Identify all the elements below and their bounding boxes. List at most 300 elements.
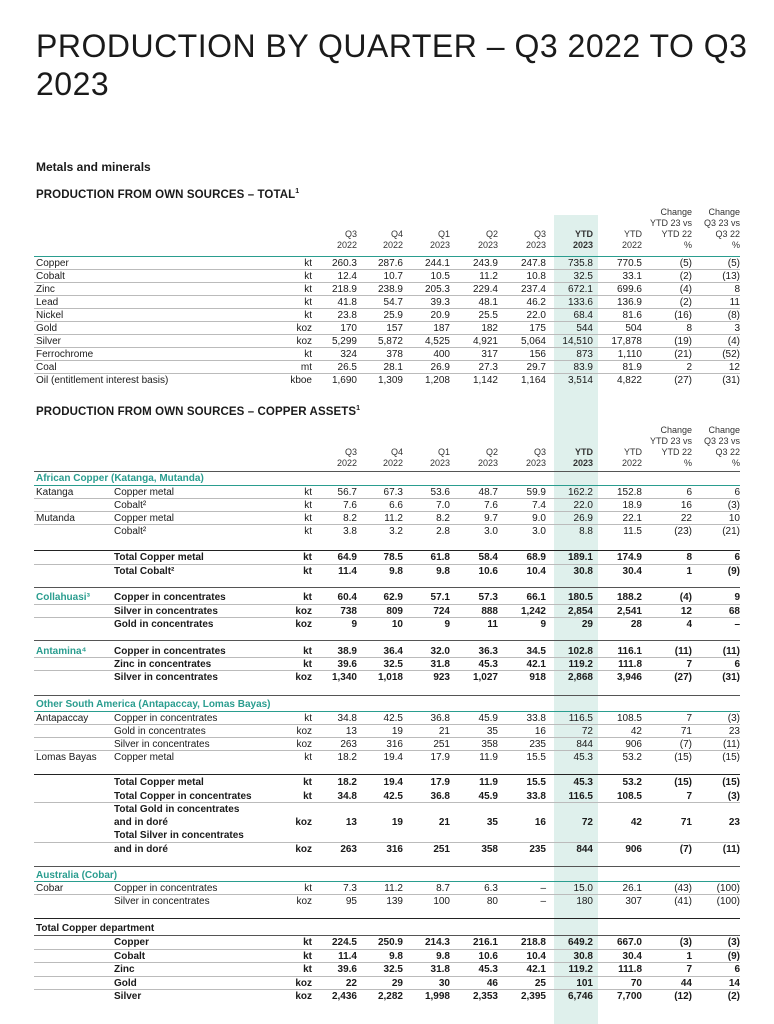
value-cell: 102.8 [567,646,593,657]
value-cell: (9) [727,566,740,577]
row-rule [34,750,740,751]
value-cell: 5,872 [377,336,403,347]
value-cell: 30 [438,977,450,989]
value-cell: 34.5 [526,646,546,657]
value-cell: 46 [486,977,498,989]
row-label: Zinc [36,284,55,295]
value-cell: 6 [734,487,740,498]
row-rule [34,373,740,374]
value-cell: 3,946 [616,672,642,683]
value-cell: 9 [444,619,450,630]
material-label: and in doré [114,817,168,828]
value-cell: 68.9 [526,552,546,563]
unit-cell: kt [303,646,312,657]
value-cell: 237.4 [520,284,546,295]
value-cell: 78.5 [383,552,403,563]
value-cell: 2.8 [436,526,450,537]
value-cell: 3.0 [484,526,498,537]
value-cell: 649.2 [567,937,593,948]
value-cell: 71 [680,726,692,737]
value-cell: 10 [391,619,403,630]
value-cell: (27) [674,375,692,386]
group-label-african-copper: African Copper (Katanga, Mutanda) [36,473,204,484]
value-cell: 10.6 [478,950,498,962]
table-row [0,790,774,803]
value-cell: (2) [679,271,692,282]
value-cell: 42.1 [526,659,546,670]
value-cell: 10.7 [383,271,403,282]
value-cell: 30.8 [573,950,593,962]
material-label: Silver in concentrates [114,605,218,617]
material-label: Copper metal [114,487,175,498]
value-cell: 15.5 [526,777,546,788]
value-cell: 36.8 [430,790,450,802]
value-cell: 111.8 [618,659,642,670]
value-cell: – [540,883,546,894]
value-cell: 1,208 [424,375,450,386]
value-cell: (15) [722,777,740,788]
value-cell: 229.4 [472,284,498,295]
column-header-q1-23 [430,229,450,251]
value-cell: 14 [728,977,740,989]
value-cell: 10.6 [478,566,498,577]
value-cell: 68 [728,605,740,617]
value-cell: 116.5 [568,713,593,724]
value-cell: 4,921 [472,336,498,347]
value-cell: 1,309 [377,375,403,386]
value-cell: 667.0 [616,937,642,948]
value-cell: 1,242 [520,605,546,617]
value-cell: 70 [630,977,642,989]
value-cell: 250.9 [377,937,403,948]
value-cell: 26.1 [622,883,642,894]
value-cell: 224.5 [331,937,357,948]
value-cell: 4,525 [424,336,450,347]
row-label: Cobalt [36,271,65,282]
row-rule [34,282,740,283]
material-label: Total Cobalt² [114,566,175,577]
value-cell: 247.8 [520,258,546,269]
value-cell: 42.5 [383,790,403,802]
row-rule [34,976,740,977]
material-label: Copper in concentrates [114,646,226,657]
value-cell: 23 [728,726,740,737]
value-cell: 7.3 [343,883,357,894]
site-label: Antapaccay [36,713,89,724]
group-rule [34,640,740,641]
table-row [0,565,774,578]
material-label: Zinc in concentrates [114,659,212,670]
value-cell: (13) [722,271,740,282]
value-cell: 100 [433,896,450,907]
value-cell: 39.6 [337,964,357,975]
table-row [0,605,774,618]
value-cell: 1,998 [424,991,450,1002]
value-cell: (43) [674,883,692,894]
value-cell: 2 [686,362,692,373]
value-cell: 3.0 [532,526,546,537]
material-label: Total Copper metal [114,552,204,563]
value-cell: 56.7 [337,487,357,498]
header-line: YTD [624,447,642,457]
value-cell: 4,822 [616,375,642,386]
value-cell: 182 [481,323,498,334]
value-cell: 9.7 [484,513,498,524]
value-cell: 2,854 [567,605,593,617]
value-cell: 26.9 [430,362,450,373]
value-cell: (41) [674,896,692,907]
value-cell: (31) [722,672,740,683]
column-header-ytd23 [573,229,593,251]
header-line: 2022 [336,240,357,250]
unit-cell: koz [295,991,312,1002]
value-cell: 27.3 [478,362,498,373]
value-cell: 7.6 [343,500,357,511]
value-cell: 3,514 [567,375,593,386]
value-cell: 699.6 [616,284,642,295]
value-cell: 175 [529,323,546,334]
table-row [0,671,774,684]
value-cell: (3) [727,790,740,802]
site-label: Cobar [36,883,64,894]
value-cell: 25.5 [478,310,498,321]
value-cell: 11 [729,297,740,308]
material-label: Copper [114,937,149,948]
value-cell: 32.5 [383,659,403,670]
value-cell: (5) [727,258,740,269]
row-rule [34,347,740,348]
value-cell: 7 [686,713,692,724]
value-cell: (21) [674,349,692,360]
column-header-q3-22 [337,229,357,251]
value-cell: (3) [727,937,740,948]
group-rule [34,587,740,588]
value-cell: 235 [529,739,546,750]
value-cell: 216.1 [472,937,498,948]
value-cell: 53.2 [622,752,642,763]
header-line: Q2 [485,229,498,239]
group-label-australia: Australia (Cobar) [36,870,118,881]
value-cell: 80 [486,896,498,907]
value-cell: (16) [674,310,692,321]
site-label: Lomas Bayas [36,752,97,763]
value-cell: 287.6 [377,258,403,269]
value-cell: 13 [345,817,357,828]
unit-cell: kt [304,297,312,308]
header-line: 2023 [477,458,498,468]
value-cell: (7) [679,844,692,855]
value-cell: 918 [529,672,546,683]
value-cell: 71 [680,817,692,828]
value-cell: 18.2 [337,777,357,788]
table-row [0,843,774,856]
value-cell: 11.5 [623,526,642,537]
row-rule [34,308,740,309]
value-cell: 8.8 [579,526,593,537]
value-cell: 29.7 [526,362,546,373]
value-cell: 42 [630,726,642,737]
row-rule [34,321,740,322]
unit-cell: kt [304,513,312,524]
material-label: Silver [114,991,142,1002]
value-cell: 7 [686,964,692,975]
table-row [0,803,774,816]
value-cell: 45.3 [573,777,593,788]
value-cell: (5) [679,258,692,269]
value-cell: 83.9 [573,362,593,373]
column-header-q1-23 [430,447,450,469]
value-cell: (2) [727,991,740,1002]
value-cell: 218.8 [520,937,546,948]
value-cell: 8.2 [343,513,357,524]
unit-cell: kt [303,552,312,563]
value-cell: 26.9 [573,513,593,524]
row-rule [34,511,740,512]
value-cell: 3.8 [343,526,357,537]
value-cell: 16 [534,726,546,737]
value-cell: 923 [433,672,450,683]
value-cell: 72 [581,817,593,828]
value-cell: 116.1 [617,646,642,657]
value-cell: 133.6 [567,297,593,308]
value-cell: 108.5 [616,790,642,802]
value-cell: 906 [625,739,642,750]
value-cell: 17.9 [430,752,450,763]
value-cell: 29 [391,977,403,989]
value-cell: 251 [433,739,450,750]
value-cell: 19.4 [383,752,403,763]
value-cell: 32.5 [573,271,593,282]
header-line: Q3 [533,229,546,239]
value-cell: 8 [734,284,740,295]
material-label: Total Copper in concentrates [114,790,252,802]
value-cell: 6,746 [567,991,593,1002]
value-cell: 180 [576,896,593,907]
value-cell: 316 [386,739,403,750]
value-cell: 873 [576,349,593,360]
value-cell: 317 [481,349,498,360]
unit-cell: koz [296,336,312,347]
value-cell: 1,027 [472,672,498,683]
value-cell: 400 [433,349,450,360]
value-cell: 10.4 [526,566,546,577]
value-cell: 34.8 [337,790,357,802]
value-cell: 119.2 [568,659,593,670]
value-cell: 42 [630,817,642,828]
value-cell: 358 [481,844,498,855]
value-cell: 4 [686,619,692,630]
header-line: YTD 22 [661,447,692,457]
value-cell: 19 [391,726,403,737]
value-cell: 358 [481,739,498,750]
table-row [0,618,774,631]
value-cell: 39.3 [430,297,450,308]
value-cell: 724 [433,605,450,617]
table-row [0,525,774,538]
header-line: Change [660,425,692,435]
material-label: Copper metal [114,752,175,763]
value-cell: (15) [722,752,740,763]
total-rule [34,774,740,775]
value-cell: 45.3 [478,964,498,975]
value-cell: 45.9 [478,790,498,802]
value-cell: 844 [576,739,593,750]
value-cell: 46.2 [526,297,546,308]
header-line: 2023 [525,458,546,468]
value-cell: 2,868 [567,672,593,683]
column-header-ytd22 [622,447,642,469]
unit-cell: kt [303,566,312,577]
header-line: % [731,458,740,468]
value-cell: 22.1 [622,513,642,524]
value-cell: (11) [722,739,740,750]
value-cell: 25 [534,977,546,989]
unit-cell: kt [304,526,312,537]
row-rule [34,524,740,525]
value-cell: 8.7 [436,883,450,894]
unit-cell: kt [303,659,312,670]
value-cell: (23) [674,526,692,537]
material-label: Silver in concentrates [114,896,210,907]
value-cell: 68.4 [573,310,593,321]
row-label: Silver [36,336,62,347]
value-cell: 8 [686,552,692,563]
value-cell: 22 [680,513,692,524]
value-cell: 844 [576,844,593,855]
row-rule [34,657,740,658]
unit-cell: mt [300,362,312,373]
value-cell: 263 [340,844,357,855]
value-cell: 22.0 [573,500,593,511]
row-rule [34,962,740,963]
column-header-ytd22 [622,229,642,251]
value-cell: 2,436 [331,991,357,1002]
header-line: Q4 [390,229,403,239]
column-header-q3-23 [526,447,546,469]
value-cell: (19) [674,336,692,347]
value-cell: 6.3 [484,883,498,894]
value-cell: 29 [581,619,593,630]
value-cell: (4) [727,336,740,347]
value-cell: 53.2 [622,777,642,788]
column-header-q3-23 [526,229,546,251]
unit-cell: kt [303,937,312,948]
table-row [0,936,774,949]
value-cell: 9 [540,619,546,630]
unit-cell: koz [295,605,312,617]
value-cell: 35 [486,817,498,828]
value-cell: – [540,896,546,907]
value-cell: 170 [340,323,357,334]
table-row [0,776,774,789]
value-cell: 15.5 [526,752,546,763]
row-rule [34,670,740,671]
value-cell: 7 [686,659,692,670]
value-cell: 378 [386,349,403,360]
value-cell: (31) [722,375,740,386]
value-cell: 45.3 [478,659,498,670]
column-header-ytd23 [573,447,593,469]
value-cell: 10 [728,513,740,524]
value-cell: 45.3 [573,752,593,763]
table-row [0,751,774,764]
material-label: Cobalt² [114,500,147,511]
material-label: Cobalt² [114,526,147,537]
value-cell: 36.8 [430,713,450,724]
value-cell: 18.9 [622,500,642,511]
column-header-q3-22 [337,447,357,469]
value-cell: (8) [727,310,740,321]
value-cell: 7,700 [616,991,642,1002]
unit-cell: kboe [290,375,312,386]
row-label: Coal [36,362,57,373]
value-cell: 6 [734,552,740,563]
row-label: Ferrochrome [36,349,94,360]
header-line: Q3 23 vs [703,436,740,446]
header-line: 2023 [525,240,546,250]
row-label: Nickel [36,310,64,321]
value-cell: 238.9 [377,284,403,295]
value-cell: 672.1 [567,284,593,295]
column-header-q4-22 [383,447,403,469]
value-cell: 64.9 [337,552,357,563]
value-cell: 770.5 [616,258,642,269]
value-cell: 57.3 [478,592,498,603]
table-row [0,551,774,564]
unit-cell: kt [304,310,312,321]
unit-cell: kt [303,950,312,962]
value-cell: 34.8 [337,713,357,724]
value-cell: 2,395 [520,991,546,1002]
value-cell: 39.6 [337,659,357,670]
value-cell: 33.8 [526,713,546,724]
value-cell: 16 [680,500,692,511]
value-cell: (3) [727,713,740,724]
total-copper-department-label: Total Copper department [36,923,155,934]
unit-cell: kt [304,258,312,269]
material-label: Zinc [114,964,135,975]
row-label: Copper [36,258,69,269]
header-line: 2023 [477,240,498,250]
group-label-antamina: Antamina⁴ [36,646,87,657]
material-label: Silver in concentrates [114,672,218,683]
table-row [0,829,774,842]
value-cell: 187 [433,323,450,334]
column-header-q4-22 [383,229,403,251]
value-cell: 111.8 [618,964,642,975]
value-cell: 48.1 [478,297,498,308]
value-cell: 42.1 [526,964,546,975]
value-cell: 108.5 [616,713,642,724]
copper-table-title: PRODUCTION FROM OWN SOURCES – COPPER ASSETS$^1$ [36,405,361,418]
header-line: YTD 23 vs [649,436,692,446]
value-cell: 16 [534,817,546,828]
header-line: Q1 [437,229,450,239]
row-rule [34,617,740,618]
value-cell: 20.9 [430,310,450,321]
site-label: Mutanda [36,513,75,524]
value-cell: 8.2 [436,513,450,524]
value-cell: 1 [686,950,692,962]
value-cell: 9.8 [389,950,403,962]
header-line: Q4 [390,447,403,457]
value-cell: 1,142 [472,375,498,386]
row-rule [34,802,740,803]
unit-cell: kt [303,964,312,975]
value-cell: 906 [625,844,642,855]
group-rule [34,695,740,696]
value-cell: 244.1 [424,258,450,269]
